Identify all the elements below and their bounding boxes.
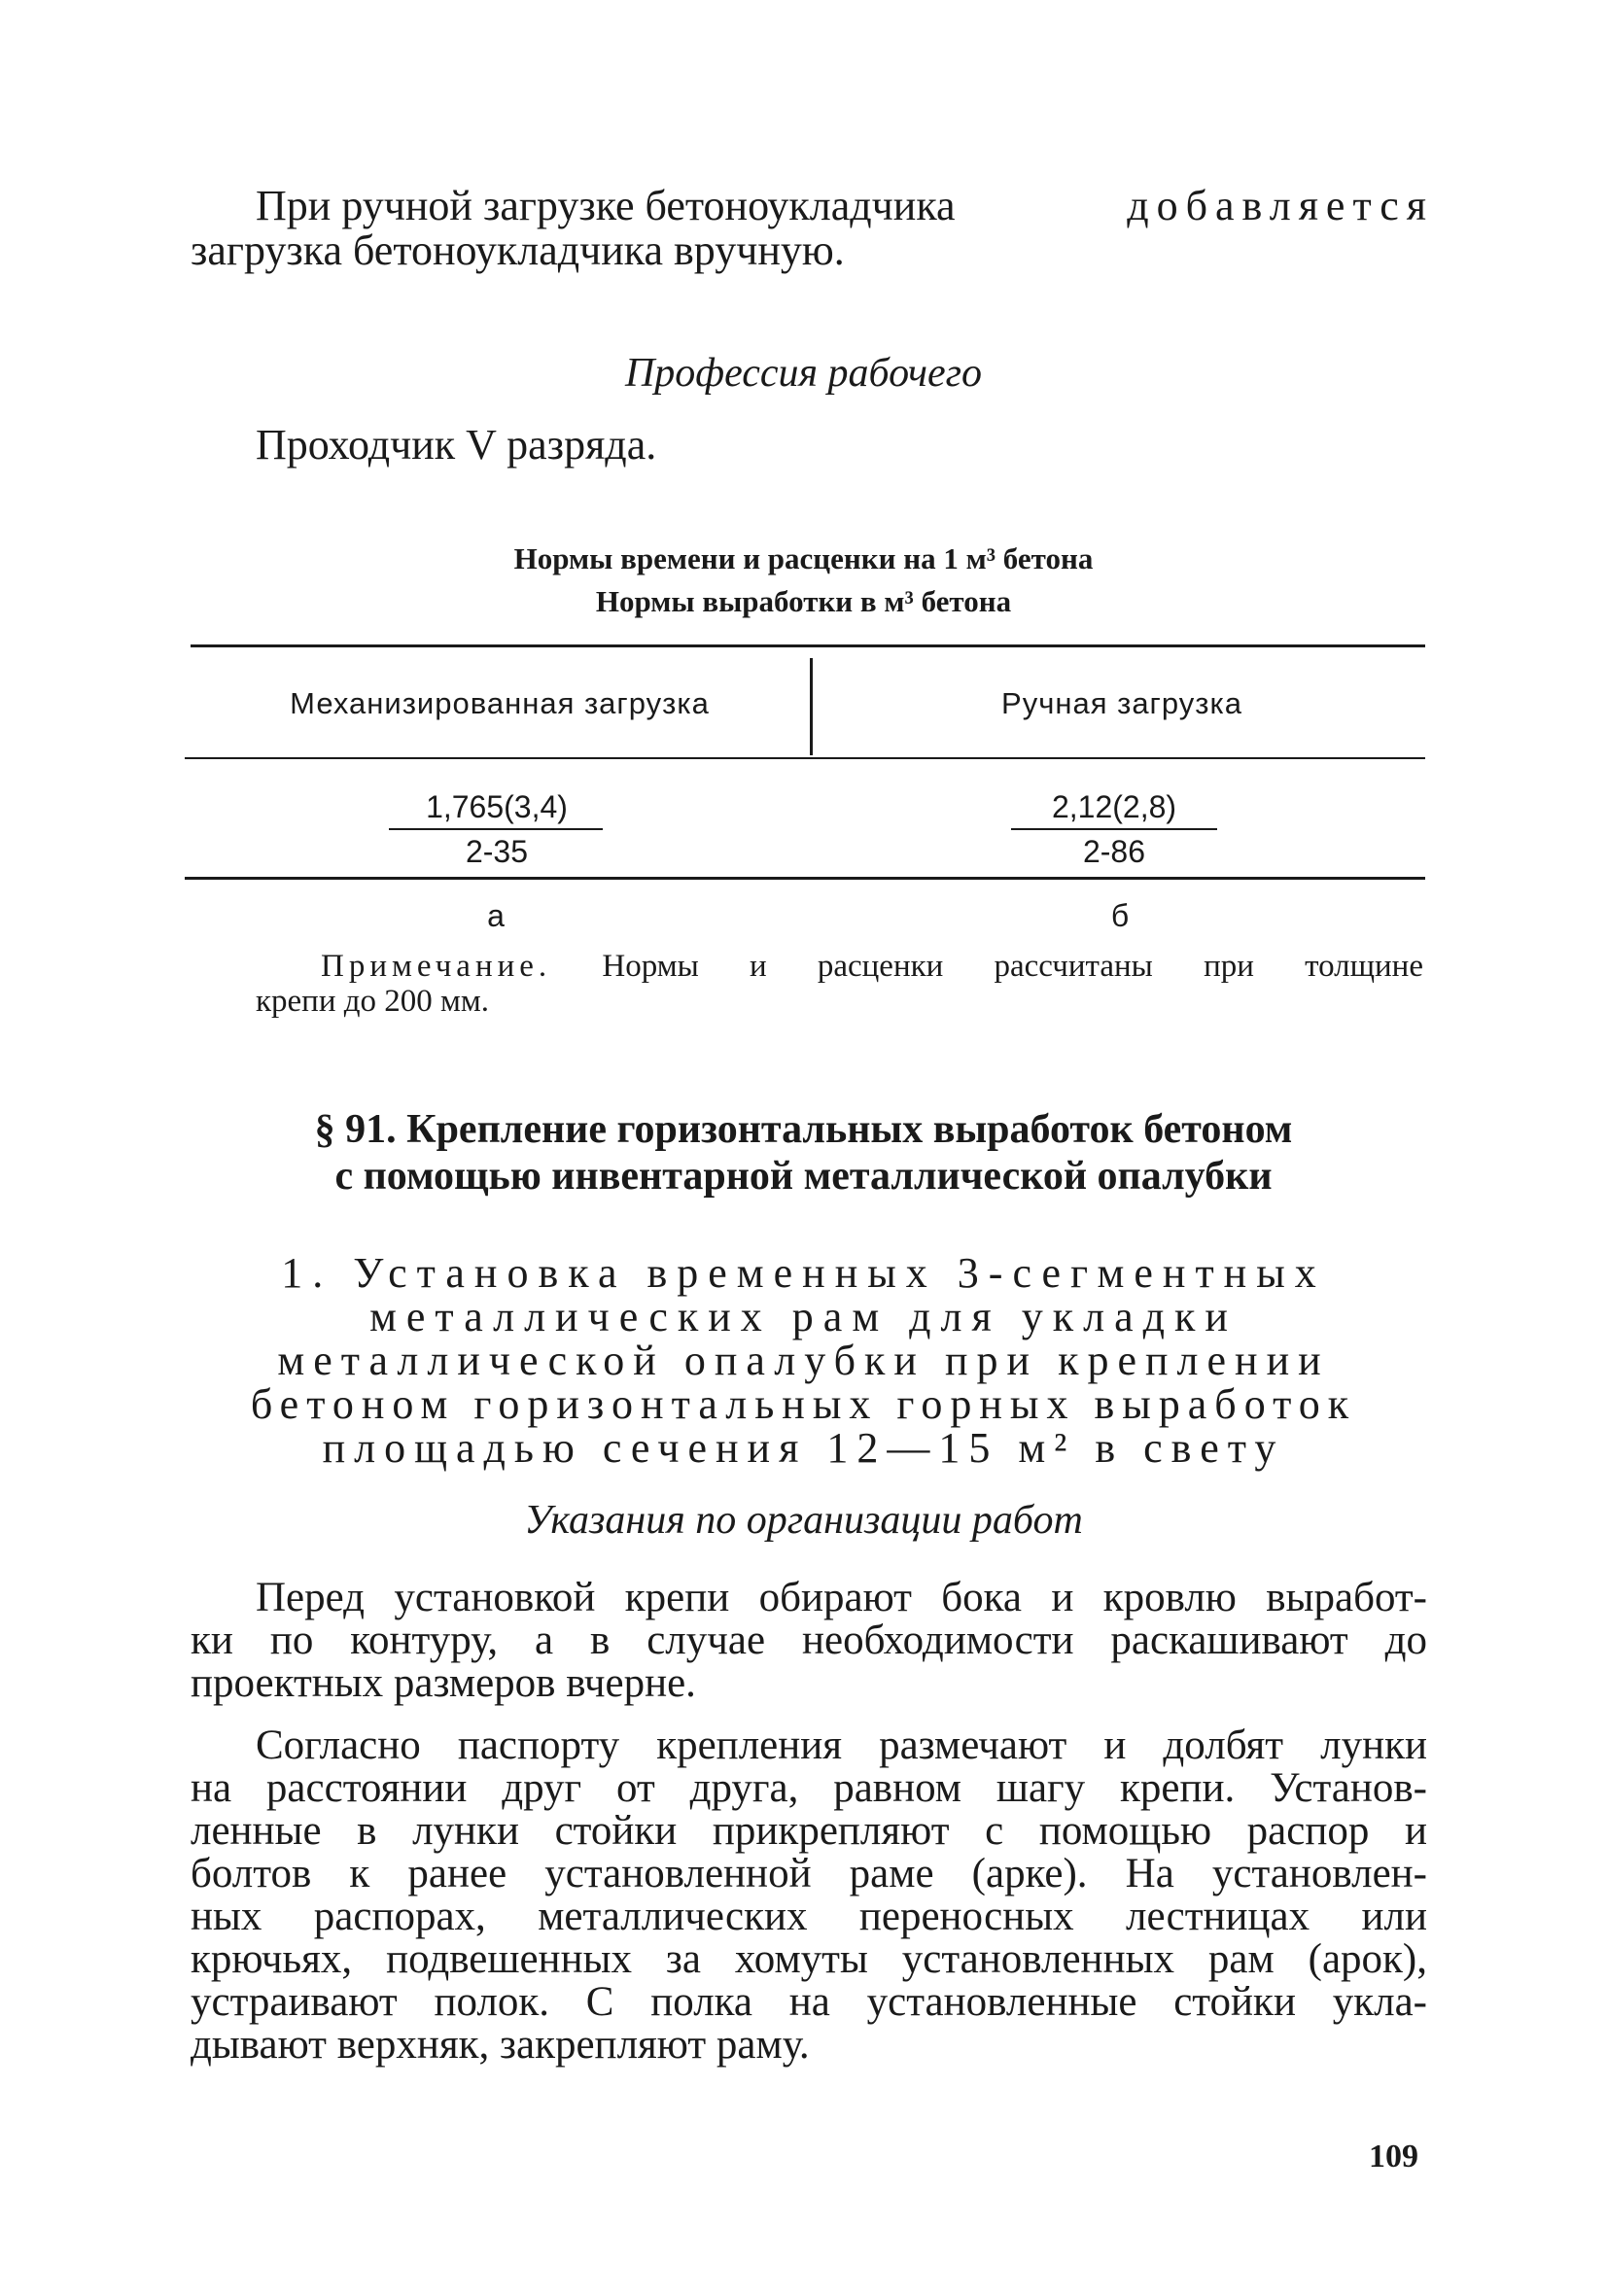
- paragraph-2-line-7: устраивают полок. С полка на установленные стойки укла-: [191, 1979, 1427, 2025]
- table-header-rule: [185, 757, 1425, 759]
- table-value-b-denominator: 2-86: [1082, 834, 1146, 869]
- profession-text: Проходчик V разряда.: [256, 421, 657, 469]
- fraction-bar-a: [389, 828, 603, 830]
- note-word: рассчитаны: [994, 949, 1153, 984]
- table-caption-line-1: Нормы времени и расценки на 1 м³ бетона: [513, 541, 1094, 575]
- table-header-mechanized: Механизированная загрузка: [290, 686, 710, 720]
- intro-line-1: [256, 182, 1434, 229]
- paragraph-1-line-3: проектных размеров вчерне.: [191, 1660, 696, 1706]
- note-word: Нормы: [602, 949, 699, 984]
- paragraph-2-line-8: дывают верхняк, закрепляют раму.: [191, 2022, 810, 2068]
- profession-heading: Профессия рабочего: [624, 351, 983, 396]
- table-bottom-rule: [185, 877, 1425, 880]
- subsection-line-1: 1. Установка временных 3-сегментных: [281, 1249, 1326, 1297]
- subsection-line-5: площадью сечения 12—15 м² в свету: [322, 1424, 1285, 1472]
- intro-line-1-start: При ручной загрузке бетоноукладчика: [256, 182, 956, 229]
- intro-line-1-emphasis: добавляется: [1127, 182, 1434, 229]
- fraction-bar-b: [1011, 828, 1217, 830]
- paragraph-2-line-2: на расстоянии друг от друга, равном шагу крепи. Установ-: [191, 1765, 1427, 1811]
- subsection-line-4: бетоном горизонтальных горных выработок: [250, 1380, 1357, 1428]
- section-title-line-1: § 91. Крепление горизонтальных выработок бетоном: [314, 1107, 1293, 1152]
- section-title-line-2: с помощью инвентарной металлической опалубки: [334, 1154, 1273, 1199]
- table-header-manual: Ручная загрузка: [1001, 686, 1242, 720]
- table-value-b-numerator: 2,12(2,8): [1051, 789, 1177, 824]
- note-word: при: [1204, 949, 1254, 984]
- table-value-a-denominator: 2-35: [465, 834, 529, 869]
- paragraph-1-line-2: ки по контуру, а в случае необходимости раскашивают до: [191, 1618, 1427, 1663]
- column-letter-a: а: [487, 898, 505, 933]
- table-note-line-2: крепи до 200 мм.: [256, 984, 490, 1019]
- paragraph-2-line-1: Согласно паспорту крепления размечают и долбят лунки: [256, 1722, 1427, 1768]
- note-word: толщине: [1305, 949, 1423, 984]
- table-note-line-1: [321, 951, 1423, 983]
- note-label: Примечание.: [321, 949, 552, 984]
- column-letter-b: б: [1110, 898, 1130, 933]
- intro-line-2: загрузка бетоноукладчика вручную.: [191, 226, 845, 274]
- paragraph-2-line-5: ных распорах, металлических переносных лестницах или: [191, 1894, 1427, 1939]
- table-top-rule: [191, 644, 1425, 647]
- subsection-line-2: металлических рам для укладки: [369, 1293, 1238, 1340]
- subsection-line-3: металлической опалубки при креплении: [277, 1337, 1330, 1384]
- instructions-heading: Указания по организации работ: [524, 1498, 1083, 1543]
- note-word: и: [749, 949, 767, 984]
- paragraph-2-line-6: крючьях, подвешенных за хомуты установленных рам (арок),: [191, 1936, 1427, 1982]
- paragraph-1-line-1: Перед установкой крепи обирают бока и кровлю выработ-: [256, 1575, 1427, 1620]
- paragraph-2-line-4: болтов к ранее установленной раме (арке). На установлен-: [191, 1851, 1427, 1896]
- paragraph-2-line-3: ленные в лунки стойки прикрепляют с помощью распор и: [191, 1808, 1427, 1854]
- table-value-a-numerator: 1,765(3,4): [426, 789, 568, 824]
- page-number: 109: [1369, 2139, 1418, 2174]
- table-caption-line-2: Нормы выработки в м³ бетона: [595, 584, 1012, 618]
- note-word: расценки: [817, 949, 944, 984]
